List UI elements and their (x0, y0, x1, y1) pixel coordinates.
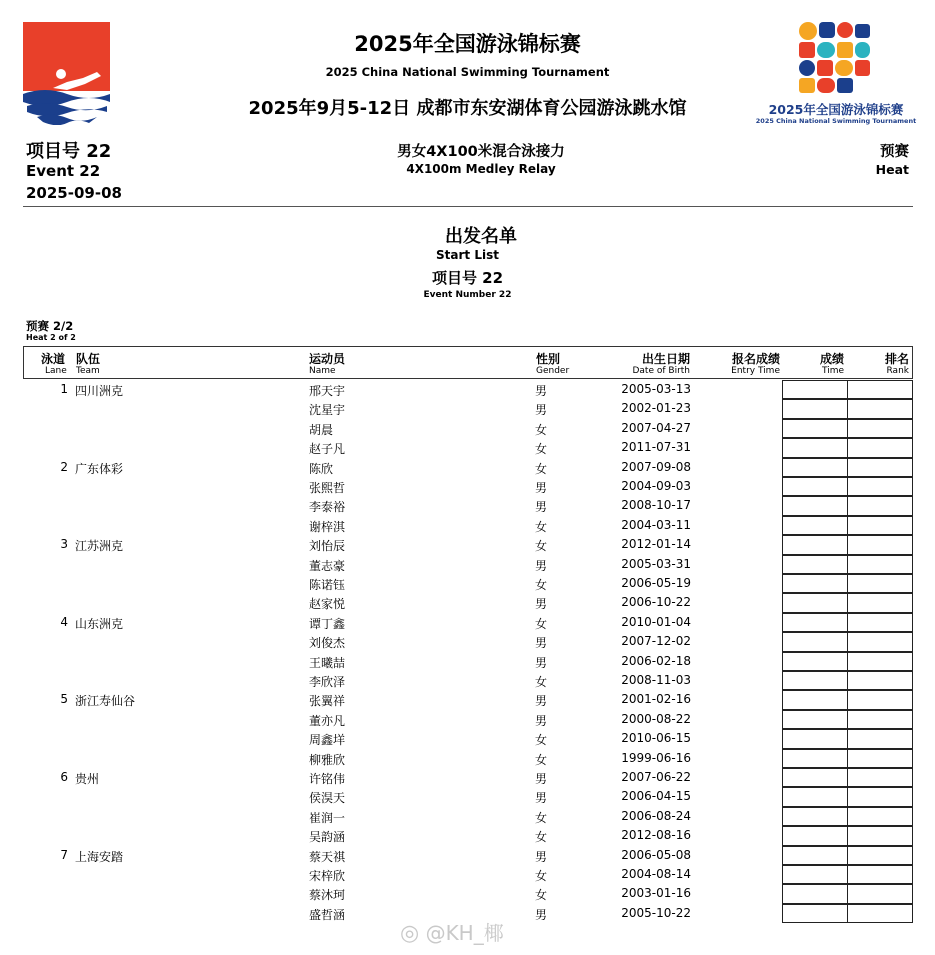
lane-number: 1 (60, 382, 68, 396)
rank-cell (847, 632, 913, 651)
col-dob-header: 出生日期 (641, 352, 690, 366)
athlete-dob: 2004-08-14 (621, 867, 691, 881)
athlete-dob: 2007-04-27 (621, 420, 691, 435)
rank-cell (847, 516, 913, 535)
col-name-header-en: Name (309, 366, 336, 376)
weibo-icon: ◎ (400, 921, 420, 946)
athlete-dob: 2000-08-22 (621, 711, 691, 726)
rank-cell (847, 807, 913, 826)
athlete-name: 王曦喆 (309, 655, 346, 670)
table-row (0, 535, 935, 554)
col-gender-header-en: Gender (536, 366, 570, 376)
athlete-gender: 女 (535, 888, 548, 903)
team-name: 上海安踏 (75, 849, 124, 864)
time-cell (782, 632, 848, 651)
athlete-gender: 男 (535, 655, 548, 670)
phase-label-en: Heat (875, 162, 909, 177)
rank-cell (847, 690, 913, 709)
time-cell (782, 419, 848, 438)
table-row (0, 613, 935, 632)
start-list-event: 项目号 22 (431, 269, 504, 287)
time-cell (782, 729, 848, 748)
athlete-name: 刘俊杰 (309, 636, 346, 651)
athlete-gender: 男 (535, 713, 548, 728)
table-row (0, 807, 935, 826)
table-row (0, 593, 935, 612)
table-row (0, 826, 935, 845)
athlete-name: 刘怡辰 (309, 539, 346, 554)
col-time-header-en: Time (821, 366, 844, 376)
athlete-gender: 女 (535, 539, 548, 554)
athlete-dob: 2006-10-22 (621, 595, 691, 610)
athlete-name: 崔润一 (309, 810, 346, 825)
athlete-dob: 2011-07-31 (621, 440, 691, 455)
rank-cell (847, 477, 913, 496)
col-team-header-en: Team (76, 366, 100, 376)
col-time-header: 成绩 (819, 352, 844, 366)
table-row (0, 884, 935, 903)
athlete-gender: 女 (535, 519, 548, 534)
time-cell (782, 710, 848, 729)
rank-cell (847, 496, 913, 515)
table-row (0, 380, 935, 399)
athlete-dob: 2002-01-23 (621, 401, 691, 416)
event-name-en: 4X100m Medley Relay (406, 162, 556, 176)
rank-cell (847, 399, 913, 418)
table-row (0, 399, 935, 418)
table-row (0, 419, 935, 438)
athlete-name: 蔡沐珂 (309, 888, 346, 903)
athlete-name: 谢梓淇 (309, 519, 346, 534)
team-name: 江苏洲克 (75, 539, 124, 554)
venue-line: 2025年9月5-12日 成都市东安湖体育公园游泳跳水馆 (248, 98, 687, 119)
table-row (0, 690, 935, 709)
time-cell (782, 477, 848, 496)
athlete-dob: 2005-03-31 (621, 556, 691, 571)
rank-cell (847, 710, 913, 729)
table-row (0, 496, 935, 515)
athlete-dob: 2007-06-22 (621, 770, 691, 784)
athlete-name: 周鑫垟 (309, 733, 346, 748)
time-cell (782, 904, 848, 923)
rank-cell (847, 458, 913, 477)
athlete-name: 侯淏天 (309, 791, 346, 806)
athlete-dob: 2001-02-16 (621, 692, 691, 707)
header-divider (23, 206, 913, 207)
team-name: 贵州 (75, 772, 100, 786)
team-name: 四川洲克 (75, 384, 124, 398)
championship-logo-text: 2025年全国游泳锦标赛 (768, 102, 904, 117)
athlete-gender: 女 (535, 616, 548, 631)
time-cell (782, 496, 848, 515)
col-rank-header-en: Rank (886, 366, 909, 376)
event-date: 2025-09-08 (26, 184, 122, 202)
table-row (0, 865, 935, 884)
tournament-title-en: 2025 China National Swimming Tournament (325, 65, 610, 79)
athlete-dob: 2012-01-14 (621, 537, 691, 552)
athlete-gender: 女 (535, 675, 548, 689)
athlete-name: 宋梓欣 (309, 869, 346, 883)
athlete-dob: 2005-03-13 (621, 382, 691, 396)
time-cell (782, 380, 848, 399)
table-row (0, 458, 935, 477)
col-team-header: 队伍 (76, 352, 101, 366)
athlete-name: 张熙哲 (309, 481, 346, 495)
athlete-gender: 男 (535, 558, 548, 573)
time-cell (782, 690, 848, 709)
athlete-name: 沈星宇 (309, 403, 346, 418)
time-cell (782, 574, 848, 593)
time-cell (782, 884, 848, 903)
time-cell (782, 516, 848, 535)
time-cell (782, 787, 848, 806)
table-row (0, 477, 935, 496)
lane-number: 3 (60, 537, 68, 552)
time-cell (782, 807, 848, 826)
athlete-name: 李泰裕 (309, 500, 346, 515)
time-cell (782, 768, 848, 787)
athlete-dob: 2008-10-17 (621, 498, 691, 513)
col-rank-header: 排名 (884, 352, 909, 366)
team-name: 山东洲克 (75, 616, 124, 631)
rank-cell (847, 652, 913, 671)
athlete-name: 陈诺钰 (309, 578, 346, 592)
championship-logo-subtext: 2025 China National Swimming Tournament (755, 117, 917, 125)
rank-cell (847, 749, 913, 768)
start-list-title-en: Start List (436, 248, 499, 262)
col-entry-header-en: Entry Time (731, 366, 780, 376)
athlete-gender: 男 (535, 403, 548, 418)
start-list-title: 出发名单 (445, 226, 517, 247)
athlete-gender: 女 (535, 830, 548, 845)
time-cell (782, 535, 848, 554)
athlete-name: 谭丁鑫 (309, 616, 346, 631)
athlete-dob: 2006-05-19 (621, 576, 691, 590)
rank-cell (847, 787, 913, 806)
athlete-dob: 2007-09-08 (621, 459, 691, 474)
team-name: 浙江寿仙谷 (75, 694, 136, 709)
time-cell (782, 593, 848, 612)
time-cell (782, 652, 848, 671)
athlete-gender: 男 (535, 481, 548, 495)
athlete-gender: 女 (535, 578, 548, 592)
col-entry-header: 报名成绩 (731, 352, 780, 366)
athlete-dob: 2003-01-16 (621, 886, 691, 901)
athlete-gender: 女 (535, 442, 548, 457)
table-row (0, 438, 935, 457)
lane-number: 4 (60, 614, 68, 629)
lane-number: 6 (60, 770, 68, 784)
athlete-name: 董亦凡 (309, 713, 346, 728)
athlete-dob: 2006-02-18 (621, 653, 691, 668)
athlete-dob: 2006-08-24 (621, 808, 691, 823)
rank-cell (847, 555, 913, 574)
rank-cell (847, 768, 913, 787)
athlete-dob: 2006-04-15 (621, 789, 691, 804)
time-cell (782, 749, 848, 768)
athlete-name: 张翼祥 (309, 694, 346, 709)
table-row (0, 555, 935, 574)
time-cell (782, 671, 848, 690)
athlete-gender: 男 (535, 636, 548, 651)
col-lane-header-en: Lane (45, 366, 67, 376)
athlete-name: 吴韵涵 (309, 830, 346, 845)
watermark (400, 917, 504, 946)
table-row (0, 516, 935, 535)
time-cell (782, 399, 848, 418)
athlete-gender: 女 (535, 810, 548, 825)
athlete-gender: 女 (535, 869, 548, 883)
rank-cell (847, 419, 913, 438)
col-lane-header: 泳道 (41, 352, 66, 366)
table-row (0, 632, 935, 651)
rank-cell (847, 613, 913, 632)
athlete-name: 蔡天祺 (309, 849, 346, 864)
athlete-dob: 2008-11-03 (621, 673, 691, 687)
athlete-gender: 男 (535, 384, 548, 398)
table-row (0, 846, 935, 865)
athlete-gender: 男 (535, 597, 548, 612)
lane-number: 5 (60, 692, 68, 707)
rank-cell (847, 380, 913, 399)
athlete-gender: 男 (535, 500, 548, 515)
athlete-name: 赵家悦 (309, 597, 346, 612)
rank-cell (847, 904, 913, 923)
table-row (0, 574, 935, 593)
team-name: 广东体彩 (75, 461, 124, 476)
table-row (0, 787, 935, 806)
time-cell (782, 613, 848, 632)
event-number-en: Event 22 (26, 162, 101, 180)
time-cell (782, 826, 848, 845)
table-row (0, 671, 935, 690)
athlete-gender: 男 (535, 907, 548, 922)
athlete-dob: 2004-09-03 (621, 479, 691, 493)
watermark-text: @KH_椰 (425, 921, 504, 945)
athlete-dob: 2004-03-11 (621, 517, 691, 532)
championship-logo-icon (797, 20, 872, 95)
rank-cell (847, 438, 913, 457)
athlete-name: 陈欣 (309, 461, 334, 476)
athlete-dob: 2005-10-22 (621, 905, 691, 920)
rank-cell (847, 865, 913, 884)
time-cell (782, 865, 848, 884)
athlete-name: 许铭伟 (309, 772, 346, 786)
start-list-event-en: Event Number 22 (423, 290, 512, 300)
time-cell (782, 458, 848, 477)
athlete-gender: 男 (535, 849, 548, 864)
col-gender-header: 性别 (536, 352, 561, 366)
table-row (0, 768, 935, 787)
event-name: 男女4X100米混合泳接力 (397, 144, 565, 160)
athlete-gender: 女 (535, 461, 548, 476)
athlete-dob: 2010-01-04 (621, 614, 691, 629)
col-name-header: 运动员 (309, 352, 346, 366)
athlete-gender: 男 (535, 772, 548, 786)
table-row (0, 729, 935, 748)
lane-number: 7 (60, 847, 68, 862)
rank-cell (847, 729, 913, 748)
athlete-name: 邢天宇 (309, 384, 346, 398)
athlete-gender: 男 (535, 791, 548, 806)
athlete-name: 赵子凡 (309, 442, 346, 457)
athlete-gender: 男 (535, 694, 548, 709)
rank-cell (847, 671, 913, 690)
athlete-dob: 2006-05-08 (621, 847, 691, 862)
rank-cell (847, 593, 913, 612)
athlete-gender: 女 (535, 733, 548, 748)
rank-cell (847, 535, 913, 554)
time-cell (782, 555, 848, 574)
table-row (0, 749, 935, 768)
athlete-gender: 女 (535, 422, 548, 437)
rank-cell (847, 846, 913, 865)
phase-label: 预赛 (880, 144, 909, 160)
athlete-dob: 1999-06-16 (621, 750, 691, 765)
athlete-dob: 2010-06-15 (621, 731, 691, 746)
tournament-title: 2025年全国游泳锦标赛 (354, 32, 581, 56)
athlete-name: 盛哲涵 (309, 907, 346, 922)
lane-number: 2 (60, 459, 68, 474)
athlete-name: 胡晨 (309, 422, 334, 437)
col-dob-header-en: Date of Birth (632, 366, 690, 376)
table-header (23, 346, 913, 379)
table-row (0, 710, 935, 729)
time-cell (782, 438, 848, 457)
heat-label-en: Heat 2 of 2 (26, 333, 76, 342)
athlete-name: 董志豪 (309, 558, 346, 573)
table-row (0, 652, 935, 671)
athlete-gender: 女 (535, 752, 548, 767)
rank-cell (847, 574, 913, 593)
heat-label: 预赛 2/2 (26, 319, 74, 333)
event-number: 项目号 22 (26, 141, 112, 162)
time-cell (782, 846, 848, 865)
athlete-dob: 2007-12-02 (621, 634, 691, 649)
rank-cell (847, 884, 913, 903)
rank-cell (847, 826, 913, 845)
athlete-name: 李欣泽 (309, 675, 346, 689)
athlete-name: 柳雅欣 (309, 752, 346, 767)
athlete-dob: 2012-08-16 (621, 828, 691, 843)
